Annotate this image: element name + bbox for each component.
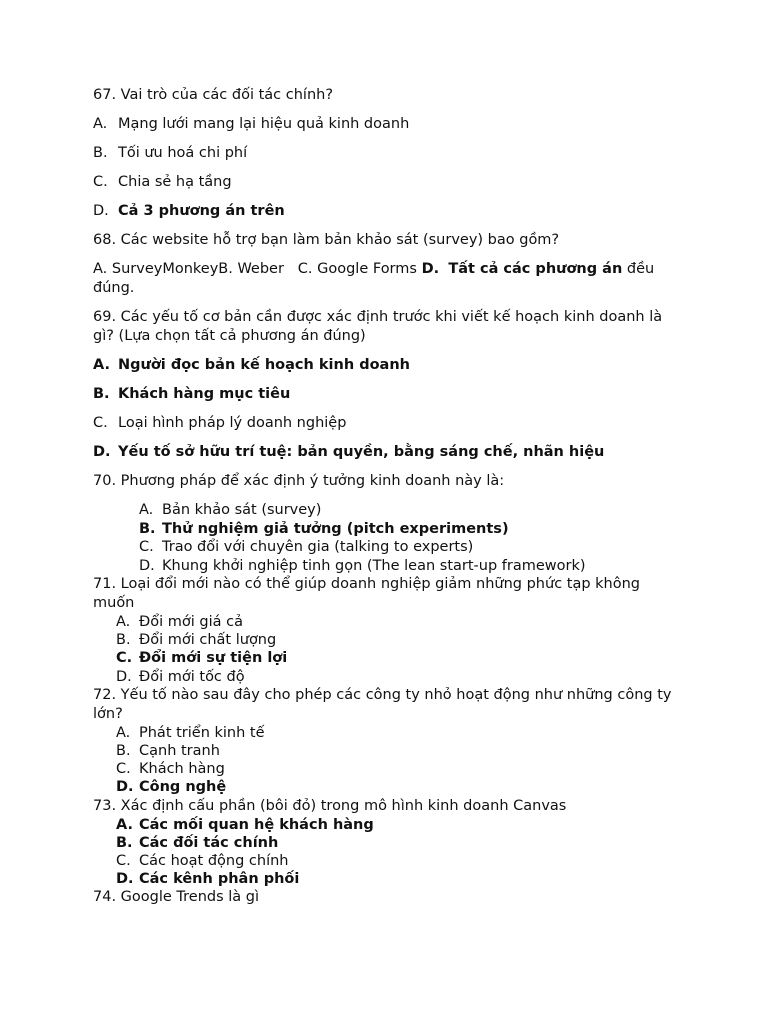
q68-options [93,260,673,298]
q70-option-c: C. Trao đổi với chuyên gia (talking to experts) [139,539,474,555]
q67-option-b: B. Tối ưu hoá chi phí [93,145,248,161]
q69-option-a: A. Người đọc bản kế hoạch kinh doanh [93,357,410,373]
q68-option-c: C. Google Forms [297,261,417,277]
q72-option-a: A. Phát triển kinh tế [116,724,265,741]
q69-option-b: B. Khách hàng mục tiêu [93,386,291,402]
q73-option-b: B. Các đối tác chính [116,834,279,851]
question-72: 72. Yếu tố nào sau đây cho phép các công ty nhỏ hoạt động như những công ty lớn? [93,686,672,722]
q72-options [93,724,673,797]
q71-option-b: B. Đổi mới chất lượng [116,632,277,649]
q70-option-b: B. Thử nghiệm giả tưởng (pitch experiments) [139,520,509,537]
q69-option-c: C. Loại hình pháp lý doanh nghiệp [93,415,347,431]
q70-option-d: D. Khung khởi nghiệp tinh gọn (The lean start-up framework) [139,557,586,574]
q73-option-a: A. Các mối quan hệ khách hàng [116,816,374,833]
q72-option-c: C. Khách hàng [116,761,225,778]
q68-option-a: A. SurveyMonkey [93,261,219,277]
q70-option-a: A. Bản khảo sát (survey) [139,502,322,518]
q72-option-b: B. Cạnh tranh [116,743,220,760]
q69-option-d: D. Yếu tố sở hữu trí tuệ: bản quyền, bằng sáng chế, nhãn hiệu [93,444,605,460]
document-page [93,86,673,907]
question-73: 73. Xác định cấu phần (bôi đỏ) trong mô hình kinh doanh Canvas [93,797,567,814]
q73-option-c: C. Các hoạt động chính [116,853,289,870]
q67-option-d: D. Cả 3 phương án trên [93,203,285,219]
q67-option-c: C. Chia sẻ hạ tầng [93,174,232,190]
q73-option-d: D. Các kênh phân phối [116,871,300,888]
question-67: 67. Vai trò của các đối tác chính? [93,87,334,103]
q71-options [93,613,673,686]
question-69: 69. Các yếu tố cơ bản cần được xác định trước khi viết kế hoạch kinh doanh là gì? (Lựa chọn tất cả phương án đúng) [93,309,663,344]
q68-option-d-rest: đều đúng. [93,261,655,296]
q71-option-a: A. Đổi mới giá cả [116,614,243,630]
q68-option-b: B. Weber [218,261,284,277]
q70-options [93,501,673,575]
q68-option-d-letter: D. [421,261,440,277]
q71-option-c: C. Đổi mới sự tiện lợi [116,650,288,667]
question-71: 71. Loại đổi mới nào có thể giúp doanh nghiệp giảm những phức tạp không muốn [93,576,641,611]
q67-option-a: A. Mạng lưới mang lại hiệu quả kinh doanh [93,116,410,132]
q71-option-d: D. Đổi mới tốc độ [116,668,245,685]
question-74: 74. Google Trends là gì [93,889,260,906]
q73-options [93,816,673,889]
question-68: 68. Các website hỗ trợ bạn làm bản khảo sát (survey) bao gồm? [93,232,560,248]
q72-option-d: D. Công nghệ [116,779,227,796]
question-70: 70. Phương pháp để xác định ý tưởng kinh doanh này là: [93,473,505,489]
q68-option-d-bold: Tất cả các phương án [448,261,623,277]
